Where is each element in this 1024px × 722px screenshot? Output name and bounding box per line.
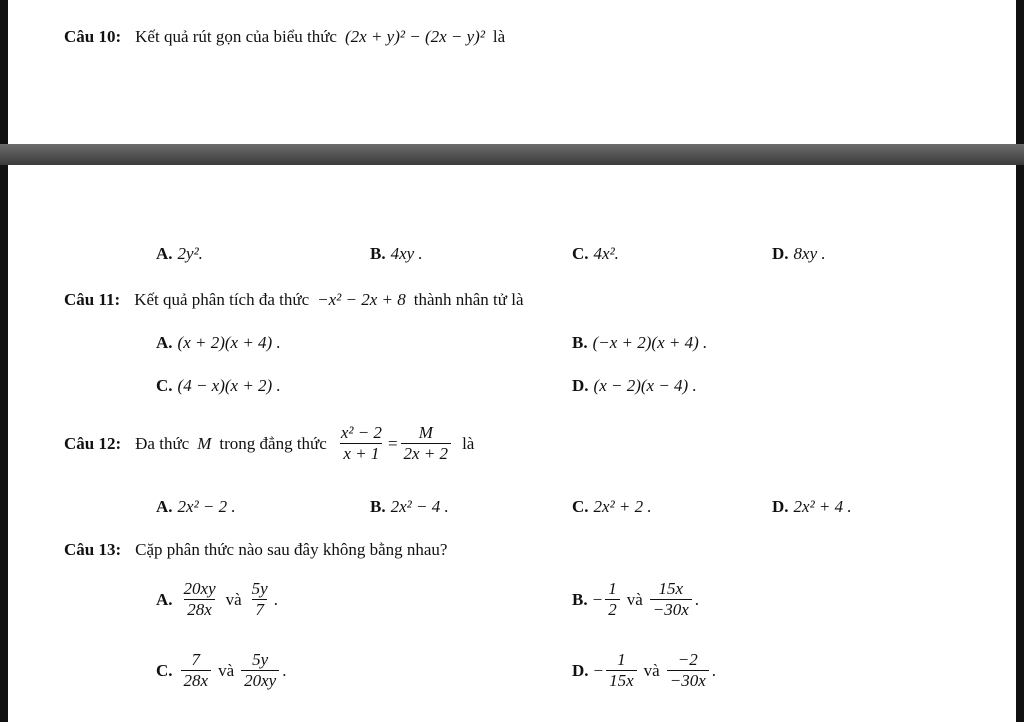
q12-fraction-right: $\frac{M}{2x + 2}$	[401, 423, 452, 464]
q13-b-fraction-2: $\frac{15x}{-30x}$	[650, 579, 692, 620]
question-13-stem	[64, 539, 447, 561]
question-10-expression: (2x + y)² − (2x − y)²	[344, 27, 485, 46]
question-12-tail: là	[462, 433, 475, 453]
q11-option-c: C. (4 − x)(x + 2) .	[156, 376, 281, 395]
question-12-stem	[64, 423, 474, 464]
left-dark-border	[0, 0, 8, 722]
q11-option-a: A. (x + 2)(x + 4) .	[156, 333, 281, 352]
q13-option-a: A. $\frac{20xy}{28x}$ và $\frac{5y}{7}$ .	[156, 579, 278, 619]
q12-option-d: D. 2x² + 4 .	[772, 497, 852, 516]
q10-option-d: D. 8xy .	[772, 244, 826, 263]
question-13-label: Câu 13:	[64, 540, 122, 559]
q13-c-fraction-2: $\frac{5y}{20xy}$	[241, 650, 279, 691]
q12-fraction-left: $\frac{\text{x² − 2}}{x + 1}$	[340, 423, 382, 463]
document-page-bottom	[8, 165, 1016, 722]
question-10-text: Kết quả rút gọn của biểu thức	[135, 27, 337, 46]
q13-option-b: B. − $\frac{1}{2}$ và $\frac{15x}{-30x}$ .	[572, 579, 700, 619]
page-separator	[0, 144, 1024, 165]
q11-option-d: D. (x − 2)(x − 4) .	[572, 376, 697, 395]
question-11-label: Câu 11:	[64, 290, 121, 309]
question-11-stem	[64, 289, 524, 311]
question-10-tail: là	[492, 27, 506, 46]
q12-equals: =	[387, 433, 398, 453]
q13-a-fraction-2: $\frac{5y}{7}$	[251, 579, 268, 619]
q12-option-c: C. 2x² + 2 .	[572, 497, 652, 516]
q10-option-b: B. 4xy .	[370, 244, 423, 263]
question-10-label: Câu 10:	[64, 27, 122, 46]
q13-b-fraction-1: $\frac{1}{2}$	[605, 579, 620, 620]
question-12-text-b: trong đẳng thức	[219, 433, 327, 453]
q11-option-b: B. (−x + 2)(x + 4) .	[572, 333, 708, 352]
question-12-text-a: Đa thức	[135, 433, 190, 453]
question-11-text: Kết quả phân tích đa thức	[134, 290, 310, 309]
q13-option-d: D. − $\frac{1}{15x}$ và $\frac{-2}{-30x}$ .	[572, 650, 716, 690]
q10-option-c: C. 4x².	[572, 244, 619, 263]
question-11-expression: −x² − 2x + 8	[317, 290, 406, 309]
question-11-tail: thành nhân tử là	[413, 290, 524, 309]
q13-d-fraction-1: $\frac{1}{15x}$	[606, 650, 637, 691]
right-dark-border	[1016, 0, 1024, 722]
q13-option-c: C. $\frac{7}{28x}$ và $\frac{5y}{20xy}$ .	[156, 650, 287, 690]
document-page-top	[8, 0, 1016, 144]
q10-option-a: A. 2y².	[156, 244, 203, 263]
q12-option-a: A. 2x² − 2 .	[156, 497, 236, 516]
question-13-text: Cặp phân thức nào sau đây không bằng nhau?	[135, 540, 448, 559]
q12-option-b: B. 2x² − 4 .	[370, 497, 449, 516]
q13-d-fraction-2: $\frac{-2}{-30x}$	[667, 650, 709, 691]
question-12-var-m: M	[197, 433, 212, 453]
q13-a-fraction-1: $\frac{20xy}{28x}$	[183, 579, 216, 619]
q13-c-fraction-1: $\frac{7}{28x}$	[181, 650, 212, 691]
question-10-stem	[64, 26, 505, 48]
question-12-label: Câu 12:	[64, 433, 122, 453]
